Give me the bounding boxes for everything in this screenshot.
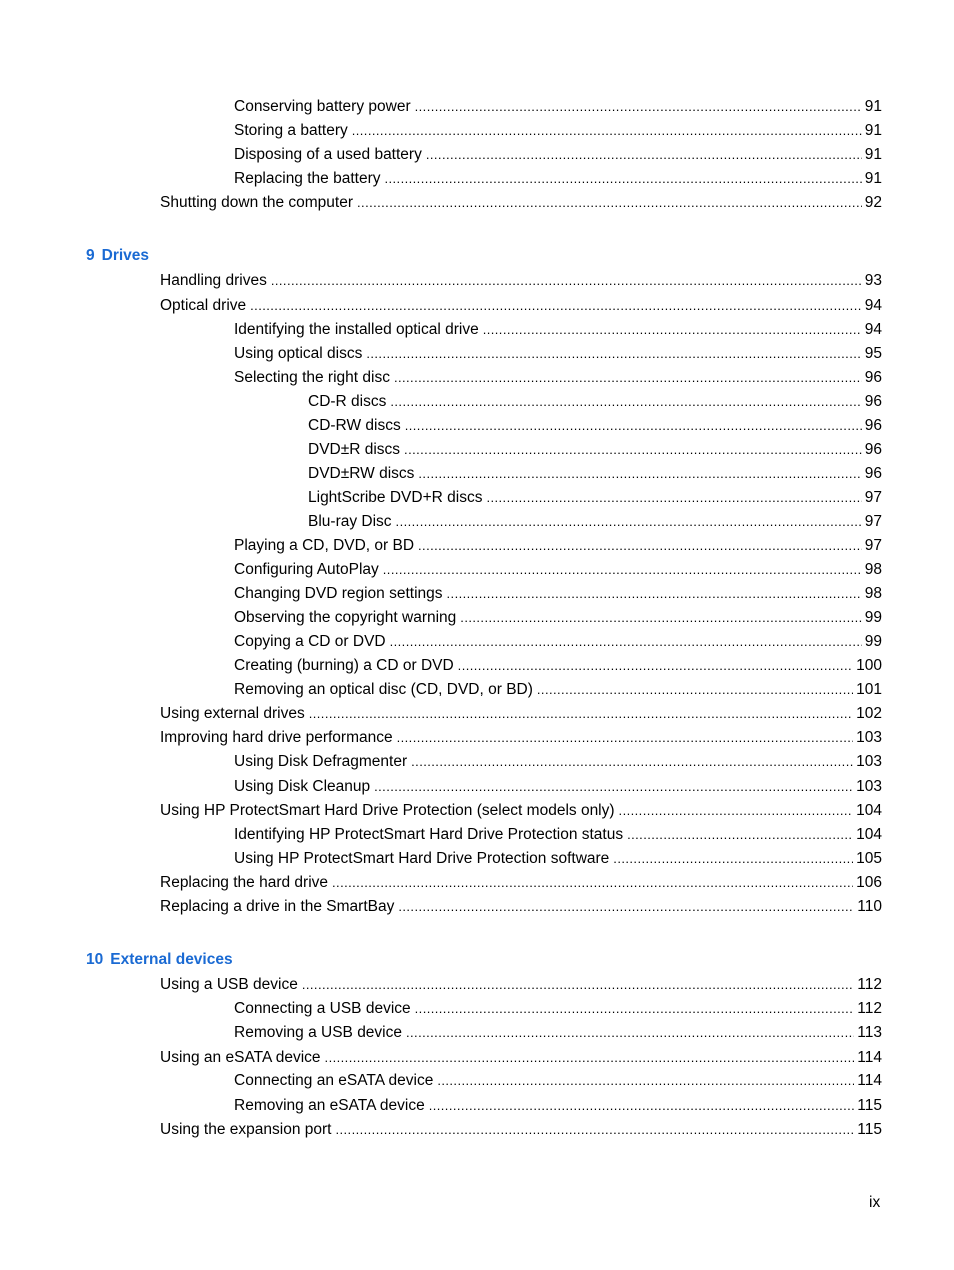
dot-leader [250,295,862,317]
dot-leader [302,974,854,996]
dot-leader [398,896,854,918]
toc-entry-page: 115 [857,1097,882,1114]
toc-entry-title: Selecting the right disc [234,369,390,386]
toc-entry-page: 96 [864,417,882,434]
toc-entry[interactable] [308,439,882,461]
toc-entry-page: 106 [856,874,882,891]
toc-entry-page: 97 [864,537,882,554]
toc-entry-title: Identifying HP ProtectSmart Hard Drive Protection status [234,826,624,843]
toc-entry-page: 99 [864,609,882,626]
toc-entry[interactable] [308,487,882,509]
dot-leader [309,703,853,725]
toc-entry-title: Connecting a USB device [234,1000,411,1017]
toc-entry-page: 91 [864,170,882,187]
dot-leader [405,415,862,437]
toc-entry-page: 112 [857,1000,882,1017]
dot-leader [335,1119,854,1141]
toc-entry[interactable] [234,144,882,166]
dot-leader [352,120,862,142]
toc-entry-title: Removing an eSATA device [234,1097,425,1114]
toc-entry-title: Identifying the installed optical drive [234,321,479,338]
toc-entry-title: Optical drive [160,297,247,314]
toc-entry-title: Shutting down the computer [160,194,354,211]
dot-leader [332,872,853,894]
toc-entry[interactable] [160,295,882,317]
chapter-number: 9 [86,247,95,264]
toc-entry-title: Removing an optical disc (CD, DVD, or BD) [234,681,533,698]
toc-entry[interactable] [234,1070,882,1092]
toc-entry-page: 97 [864,513,882,530]
toc-entry[interactable] [234,824,882,846]
toc-entry-title: Replacing the battery [234,170,381,187]
toc-entry[interactable] [234,120,882,142]
toc-entry-page: 91 [864,122,882,139]
dot-leader [613,848,853,870]
toc-entry[interactable] [160,192,882,214]
dot-leader [415,998,855,1020]
dot-leader [537,679,853,701]
toc-entry[interactable] [308,511,882,533]
toc-entry-title: Blu-ray Disc [308,513,392,530]
chapter-number: 10 [86,951,104,968]
dot-leader [390,631,862,653]
toc-entry[interactable] [234,607,882,629]
toc-entry-title: Replacing the hard drive [160,874,329,891]
toc-entry-page: 93 [864,272,882,289]
toc-entry-page: 91 [864,98,882,115]
chapter-title: Drives [101,247,150,264]
toc-entry[interactable] [234,751,882,773]
toc-entry-title: Using HP ProtectSmart Hard Drive Protection (select models only) [160,802,615,819]
dot-leader [460,607,861,629]
dot-leader [429,1095,855,1117]
toc-entry-page: 91 [864,146,882,163]
toc-entry[interactable] [234,168,882,190]
dot-leader [627,824,853,846]
toc-entry-title: DVD±R discs [308,441,401,458]
toc-entry-title: Using a USB device [160,976,298,993]
toc-entry-page: 103 [856,753,882,770]
toc-entry-page: 114 [857,1072,882,1089]
toc-entry-page: 103 [856,729,882,746]
dot-leader [619,800,854,822]
toc-entry-page: 96 [864,393,882,410]
toc-entry-title: Changing DVD region settings [234,585,443,602]
toc-entry-title: Disposing of a used battery [234,146,422,163]
toc-entry-title: Observing the copyright warning [234,609,457,626]
dot-leader [396,511,862,533]
dot-leader [394,367,862,389]
dot-leader [415,96,862,118]
toc-entry[interactable] [160,270,882,292]
toc-entry-page: 115 [857,1121,882,1138]
toc-entry-page: 104 [856,802,882,819]
toc-entry-page: 92 [864,194,882,211]
dot-leader [406,1022,854,1044]
dot-leader [426,144,862,166]
toc-entry-title: Replacing a drive in the SmartBay [160,898,395,915]
toc-entry-page: 99 [864,633,882,650]
toc-entry[interactable] [234,96,882,118]
toc-entry-title: Configuring AutoPlay [234,561,379,578]
toc-entry[interactable] [308,415,882,437]
toc-entry[interactable] [234,583,882,605]
dot-leader [411,751,853,773]
toc-entry-title: Using external drives [160,705,305,722]
dot-leader [271,270,862,292]
toc-entry-page: 110 [857,898,882,915]
toc-entry-title: CD-RW discs [308,417,401,434]
toc-entry-title: Removing a USB device [234,1024,402,1041]
dot-leader [437,1070,854,1092]
dot-leader [447,583,862,605]
toc-entry-page: 101 [856,681,882,698]
dot-leader [486,487,861,509]
toc-entry[interactable] [234,631,882,653]
toc-entry[interactable] [234,679,882,701]
toc-entry-page: 96 [864,369,882,386]
toc-entry[interactable] [234,319,882,341]
dot-leader [458,655,853,677]
toc-entry-title: Handling drives [160,272,267,289]
toc-entry[interactable] [234,367,882,389]
toc-entry-page: 96 [864,441,882,458]
toc-entry[interactable] [234,1022,882,1044]
toc-entry-page: 103 [856,778,882,795]
toc-entry-title: Storing a battery [234,122,348,139]
dot-leader [418,535,862,557]
toc-entry-title: Copying a CD or DVD [234,633,386,650]
toc-entry[interactable] [160,727,882,749]
toc-entry[interactable] [234,998,882,1020]
toc-entry-title: Using Disk Defragmenter [234,753,408,770]
toc-entry[interactable] [160,1047,882,1069]
toc-entry[interactable] [234,776,882,798]
chapter-heading [86,949,233,971]
toc-entry-title: DVD±RW discs [308,465,415,482]
toc-entry-title: Using an eSATA device [160,1049,321,1066]
dot-leader [404,439,862,461]
toc-entry[interactable] [160,1119,882,1141]
dot-leader [483,319,862,341]
toc-entry[interactable] [308,463,882,485]
toc-entry-title: Connecting an eSATA device [234,1072,434,1089]
dot-leader [384,168,861,190]
toc-entry-page: 98 [864,585,882,602]
toc-entry-page: 94 [864,297,882,314]
toc-entry[interactable] [234,1095,882,1117]
toc-entry-page: 104 [856,826,882,843]
toc-entry[interactable] [160,896,882,918]
toc-entry-title: Using optical discs [234,345,363,362]
toc-entry-title: Using HP ProtectSmart Hard Drive Protection software [234,850,610,867]
toc-entry-page: 97 [864,489,882,506]
dot-leader [374,776,853,798]
toc-entry-page: 114 [857,1049,882,1066]
dot-leader [325,1047,855,1069]
chapter-title: External devices [110,951,233,968]
toc-entry-title: CD-R discs [308,393,387,410]
dot-leader [366,343,861,365]
toc-entry-title: Improving hard drive performance [160,729,393,746]
toc-entry-page: 95 [864,345,882,362]
toc-entry-title: Playing a CD, DVD, or BD [234,537,415,554]
toc-entry[interactable] [234,848,882,870]
toc-entry-title: Creating (burning) a CD or DVD [234,657,454,674]
toc-entry-title: Using the expansion port [160,1121,332,1138]
toc-entry-page: 112 [857,976,882,993]
toc-entry[interactable] [160,974,882,996]
dot-leader [357,192,862,214]
toc-entry-page: 94 [864,321,882,338]
dot-leader [390,391,861,413]
dot-leader [418,463,861,485]
toc-entry-title: Using Disk Cleanup [234,778,371,795]
toc-entry-page: 113 [857,1024,882,1041]
dot-leader [383,559,862,581]
page-number: ix [869,1194,881,1211]
toc-entry-title: LightScribe DVD+R discs [308,489,483,506]
toc-entry[interactable] [160,703,882,725]
toc-entry-page: 100 [856,657,882,674]
toc-entry[interactable] [234,559,882,581]
toc-entry[interactable] [160,872,882,894]
toc-entry[interactable] [160,800,882,822]
toc-entry-page: 96 [864,465,882,482]
dot-leader [397,727,854,749]
toc-entry-title: Conserving battery power [234,98,411,115]
toc-entry-page: 105 [856,850,882,867]
toc-entry[interactable] [234,535,882,557]
toc-entry-page: 102 [856,705,882,722]
toc-entry-page: 98 [864,561,882,578]
toc-entry[interactable] [234,343,882,365]
toc-entry[interactable] [234,655,882,677]
chapter-heading [86,245,149,267]
toc-entry[interactable] [308,391,882,413]
